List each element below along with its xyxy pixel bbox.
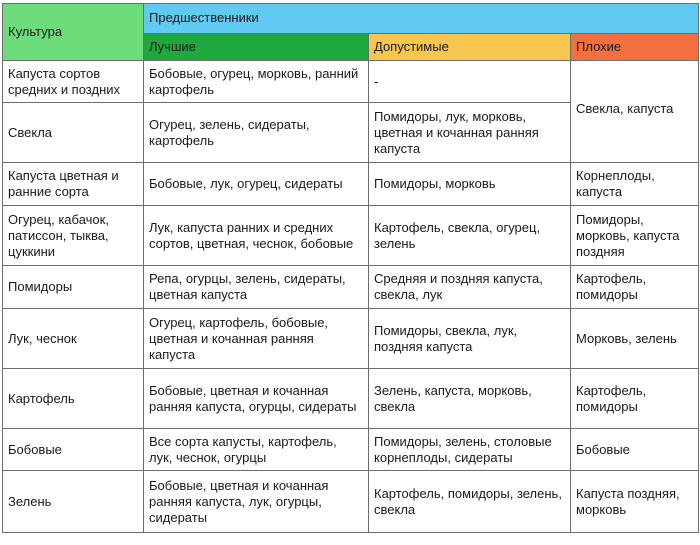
acceptable-cell: Помидоры, зелень, столовые корнеплоды, сидераты xyxy=(369,429,571,471)
table-row xyxy=(3,429,699,471)
table-row xyxy=(3,471,699,533)
bad-cell: Помидоры, морковь, капуста поздняя xyxy=(571,206,699,266)
acceptable-cell: Зелень, капуста, морковь, свекла xyxy=(369,369,571,429)
bad-header: Плохие xyxy=(571,33,699,60)
culture-cell: Свекла xyxy=(3,103,144,163)
table-row xyxy=(3,266,699,309)
bad-cell: Бобовые xyxy=(571,429,699,471)
acceptable-header: Допустимые xyxy=(369,33,571,60)
table-row xyxy=(3,163,699,206)
predecessors-header: Предшественники xyxy=(144,4,699,34)
acceptable-cell: Средняя и поздняя капуста, свекла, лук xyxy=(369,266,571,309)
culture-cell: Картофель xyxy=(3,369,144,429)
best-cell: Бобовые, цветная и кочанная ранняя капуста, огурцы, сидераты xyxy=(144,369,369,429)
culture-cell: Бобовые xyxy=(3,429,144,471)
acceptable-cell: Картофель, помидоры, зелень, свекла xyxy=(369,471,571,533)
table-row xyxy=(3,309,699,369)
culture-cell: Огурец, кабачок, патиссон, тыква, цуккини xyxy=(3,206,144,266)
best-cell: Огурец, зелень, сидераты, картофель xyxy=(144,103,369,163)
bad-cell: Корнеплоды, капуста xyxy=(571,163,699,206)
culture-cell: Помидоры xyxy=(3,266,144,309)
header-row-top xyxy=(3,4,699,34)
culture-cell: Лук, чеснок xyxy=(3,309,144,369)
best-cell: Бобовые, огурец, морковь, ранний картофель xyxy=(144,61,369,103)
culture-cell: Капуста сортов средних и поздних xyxy=(3,61,144,103)
table-row xyxy=(3,61,699,103)
culture-cell: Зелень xyxy=(3,471,144,533)
culture-header: Культура xyxy=(3,4,144,61)
best-cell: Бобовые, цветная и кочанная ранняя капуста, лук, огурцы, сидераты xyxy=(144,471,369,533)
bad-cell: Капуста поздняя, морковь xyxy=(571,471,699,533)
bad-cell-merged: Свекла, капуста xyxy=(571,61,699,163)
acceptable-cell: Помидоры, лук, морковь, цветная и кочанная ранняя капуста xyxy=(369,103,571,163)
acceptable-cell: - xyxy=(369,61,571,103)
best-cell: Огурец, картофель, бобовые, цветная и кочанная ранняя капуста xyxy=(144,309,369,369)
acceptable-cell: Помидоры, свекла, лук, поздняя капуста xyxy=(369,309,571,369)
acceptable-cell: Помидоры, морковь xyxy=(369,163,571,206)
crop-rotation-table xyxy=(2,3,699,533)
best-header: Лучшие xyxy=(144,33,369,60)
table-row xyxy=(3,206,699,266)
table-row xyxy=(3,369,699,429)
culture-cell: Капуста цветная и ранние сорта xyxy=(3,163,144,206)
bad-cell: Картофель, помидоры xyxy=(571,369,699,429)
bad-cell: Картофель, помидоры xyxy=(571,266,699,309)
bad-cell: Морковь, зелень xyxy=(571,309,699,369)
best-cell: Репа, огурцы, зелень, сидераты, цветная капуста xyxy=(144,266,369,309)
best-cell: Все сорта капусты, картофель, лук, чеснок, огурцы xyxy=(144,429,369,471)
best-cell: Лук, капуста ранних и средних сортов, цветная, чеснок, бобовые xyxy=(144,206,369,266)
acceptable-cell: Картофель, свекла, огурец, зелень xyxy=(369,206,571,266)
best-cell: Бобовые, лук, огурец, сидераты xyxy=(144,163,369,206)
